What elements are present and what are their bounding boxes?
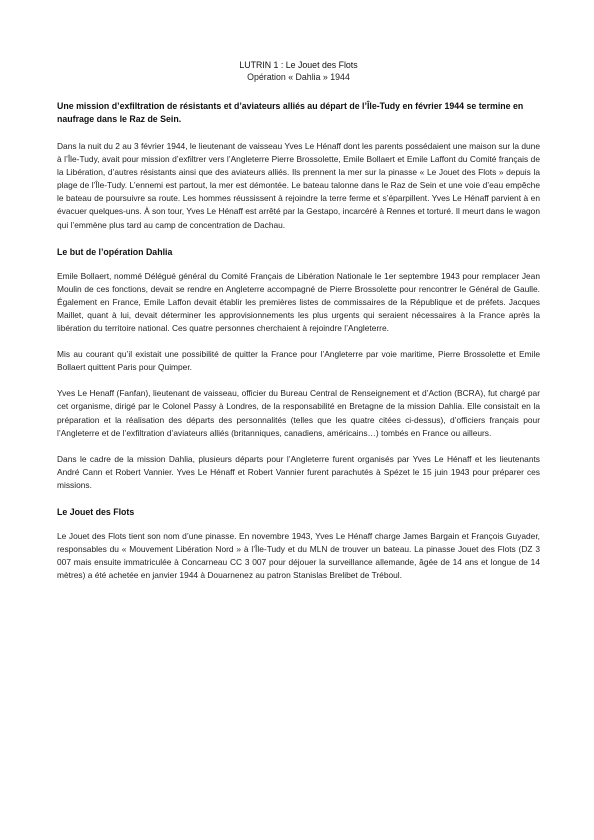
section1-paragraph-4: Dans le cadre de la mission Dahlia, plusieurs départs pour l’Angleterre furent organisés par Yves Le Hénaff et les lieutenants André Cann et Robert Vannier. Yves Le Hénaff et Robert Vannier furent parachutés à Spézet le 15 juin 1943 pour préparer ces missions. — [57, 453, 540, 490]
section-heading-dahlia-goal: Le but de l’opération Dahlia — [57, 246, 173, 257]
document-subtitle: Opération « Dahlia » 1944 — [247, 72, 350, 82]
document-content — [57, 59, 540, 582]
section-heading-jouet-des-flots: Le Jouet des Flots — [57, 506, 135, 517]
intro-paragraph: Dans la nuit du 2 au 3 février 1944, le lieutenant de vaisseau Yves Le Hénaff dont les parents possédaient une maison sur la dune à l’Île-Tudy, avait pour mission d’exfiltrer vers l’Angleterre Pierre Brossolette, Emile Bollaert et Emile Laffont du Comité français de la Libération, d’autres résistants ainsi que des aviateurs alliés. Ils prennent la mer sur la pinasse « Le Jouet des Flots » depuis la plage de l’Île-Tudy. L’ennemi est partout, la mer est démontée. Le bateau talonne dans le Raz de Sein et une voie d’eau empêche le bateau de poursuivre sa route. Les hommes réussissent à rejoindre la terre ferme et s’éparpillent. Yves Le Hénaff parvient à en évacuer quelques-uns. À son tour, Yves Le Hénaff est arrêté par la Gestapo, incarcéré à Rennes et torturé. Il meurt dans le wagon qui l’emmène plus tard au camp de concentration de Dachau. — [57, 141, 540, 230]
document-title: LUTRIN 1 : Le Jouet des Flots — [239, 60, 358, 70]
section1-paragraph-1: Emile Bollaert, nommé Délégué général du Comité Français de Libération Nationale le 1er septembre 1943 pour remplacer Jean Moulin de ces fonctions, devait se rendre en Angleterre accompagné de Pierre Brossolette pour rencontrer le Général de Gaulle. Également en France, Emile Laffon devait établir les premières listes de commissaires de la République et de préfets. Jacques Maillet, quant à lui, devait déterminer les approvisionnements les plus urgents qui seraient nécessaires à la France après la libération du territoire national. Ces quatre personnes cherchaient à rejoindre l’Angleterre. — [57, 270, 540, 334]
lead-paragraph: Une mission d’exfiltration de résistants et d’aviateurs alliés au départ de l’Île-Tudy en février 1944 se termine en naufrage dans le Raz de Sein. — [57, 101, 524, 124]
section2-paragraph-1: Le Jouet des Flots tient son nom d’une pinasse. En novembre 1943, Yves Le Hénaff charge James Bargain et François Guyader, responsables du « Mouvement Libération Nord » à l’Île-Tudy et du MLN de trouver un bateau. La pinasse Jouet des Flots (DZ 3 007 mais ensuite immatriculée à Concarneau CC 3 007 pour déjouer la surveillance allemande, âgée de 14 ans et longue de 14 mètres) a été achetée en janvier 1944 à Douarnenez au patron Stanislas Brelibet de Tréboul. — [57, 530, 540, 581]
section1-paragraph-3: Yves Le Henaff (Fanfan), lieutenant de vaisseau, officier du Bureau Central de Renseignement et d’Action (BCRA), fut chargé par cet organisme, dirigé par le Colonel Passy à Londres, de la responsabilité en Bretagne de la mission Dahlia. Elle consistait en la préparation et la réalisation des départs des personnalités (telles que les quatre citées ci-dessus), d’officiers français pour l’Angleterre et de l’exfiltration d’aviateurs alliés (britanniques, canadiens, américains…) tombés en France ou ailleurs. — [57, 388, 540, 438]
section1-paragraph-2: Mis au courant qu’il existait une possibilité de quitter la France pour l’Angleterre par voie maritime, Pierre Brossolette et Emile Bollaert quittent Paris pour Quimper. — [57, 349, 540, 373]
